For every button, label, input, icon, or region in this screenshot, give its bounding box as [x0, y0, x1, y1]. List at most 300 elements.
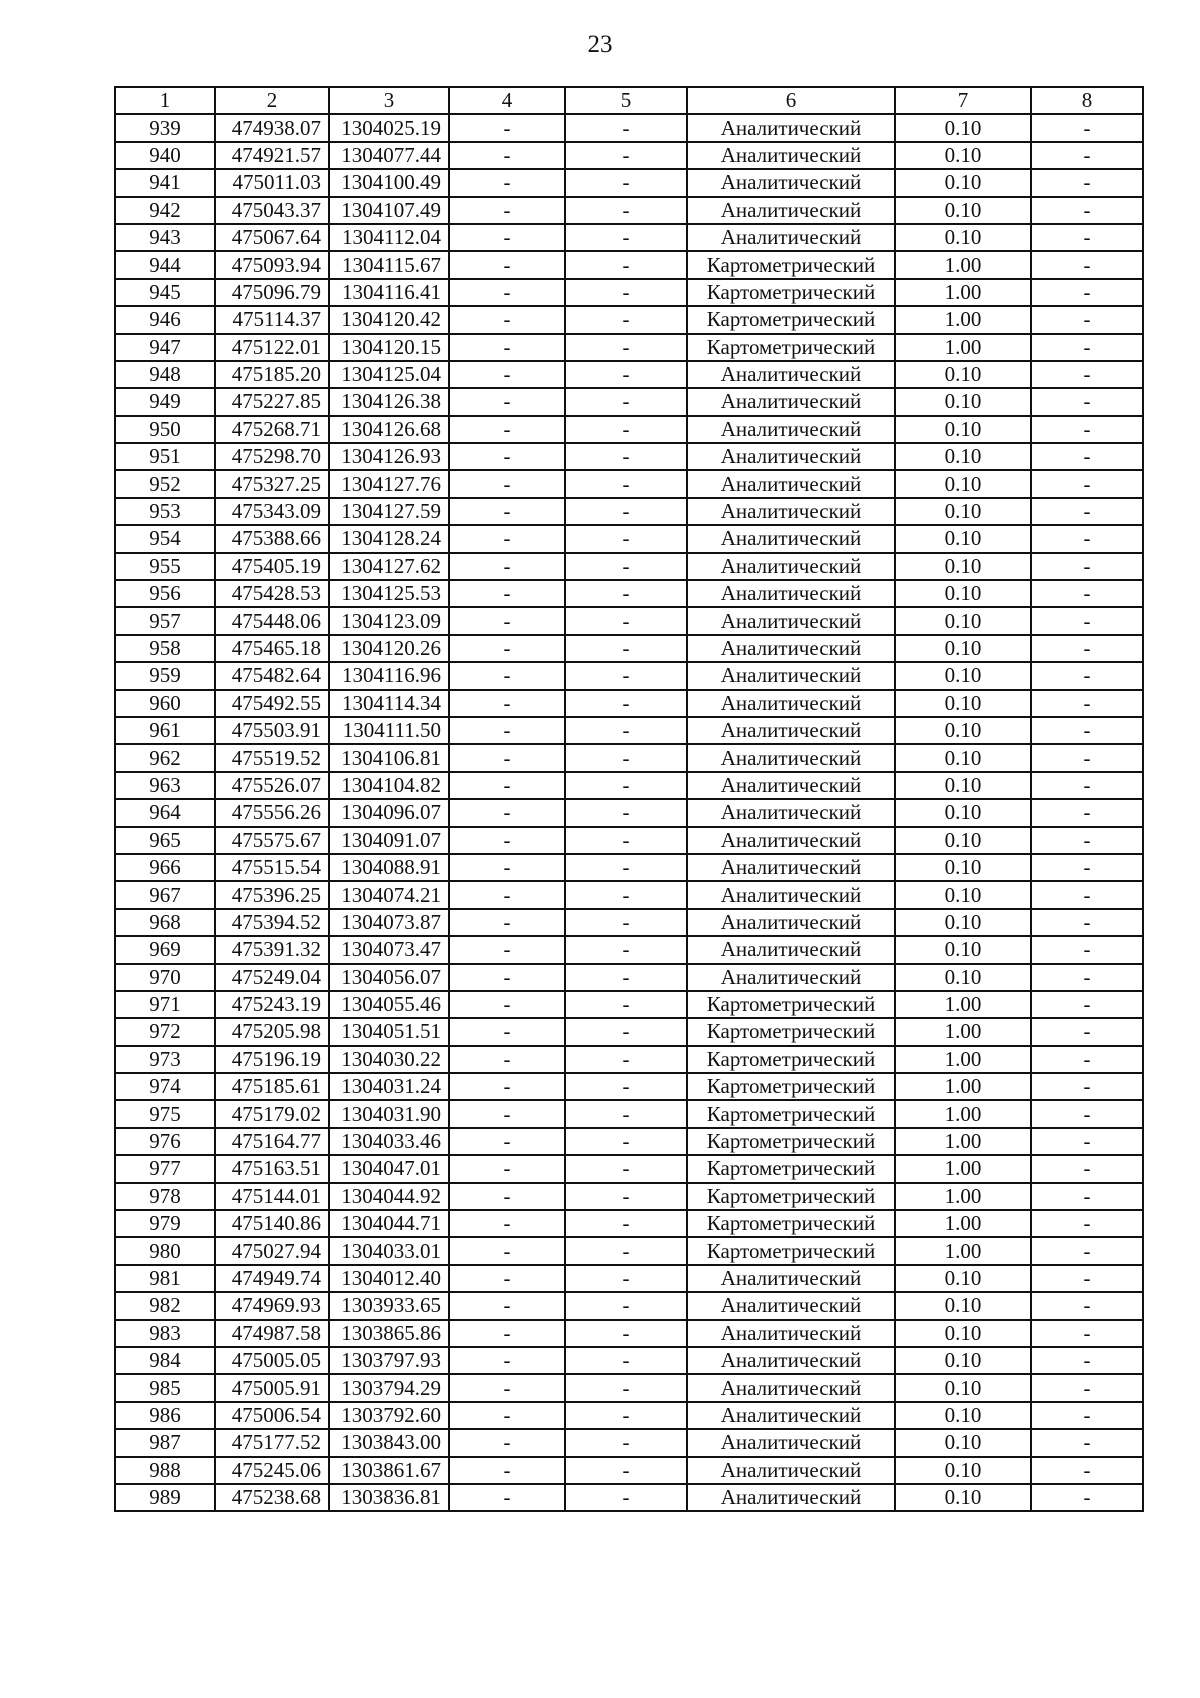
col-4-cell: -	[449, 1237, 565, 1264]
method-cell: Аналитический	[687, 443, 895, 470]
method-cell: Аналитический	[687, 635, 895, 662]
point-number-cell: 957	[115, 607, 215, 634]
point-number-cell: 969	[115, 936, 215, 963]
col-8-cell: -	[1031, 717, 1143, 744]
col-8-cell: -	[1031, 1183, 1143, 1210]
point-number-cell: 970	[115, 964, 215, 991]
coord-y-cell: 1304055.46	[329, 991, 449, 1018]
col-4-cell: -	[449, 416, 565, 443]
coord-x-cell: 475185.61	[215, 1073, 329, 1100]
col-4-cell: -	[449, 498, 565, 525]
table-body	[115, 114, 1143, 1511]
method-cell: Аналитический	[687, 388, 895, 415]
accuracy-cell: 0.10	[895, 744, 1031, 771]
coord-x-cell: 475179.02	[215, 1100, 329, 1127]
accuracy-cell: 1.00	[895, 1128, 1031, 1155]
col-8-cell: -	[1031, 1018, 1143, 1045]
col-4-cell: -	[449, 306, 565, 333]
col-8-cell: -	[1031, 169, 1143, 196]
col-8-cell: -	[1031, 251, 1143, 278]
coord-y-cell: 1304030.22	[329, 1046, 449, 1073]
col-8-cell: -	[1031, 881, 1143, 908]
point-number-cell: 954	[115, 525, 215, 552]
method-cell: Аналитический	[687, 1457, 895, 1484]
col-8-cell: -	[1031, 799, 1143, 826]
col-5-cell: -	[565, 717, 687, 744]
col-8-cell: -	[1031, 964, 1143, 991]
method-cell: Аналитический	[687, 114, 895, 141]
accuracy-cell: 1.00	[895, 991, 1031, 1018]
col-8-cell: -	[1031, 909, 1143, 936]
col-5-cell: -	[565, 306, 687, 333]
col-5-cell: -	[565, 1073, 687, 1100]
col-5-cell: -	[565, 279, 687, 306]
col-8-cell: -	[1031, 1320, 1143, 1347]
col-5-cell: -	[565, 470, 687, 497]
method-cell: Аналитический	[687, 662, 895, 689]
col-5-cell: -	[565, 169, 687, 196]
coord-x-cell: 475177.52	[215, 1429, 329, 1456]
column-header-5: 5	[565, 87, 687, 114]
col-5-cell: -	[565, 936, 687, 963]
col-8-cell: -	[1031, 744, 1143, 771]
col-5-cell: -	[565, 909, 687, 936]
point-number-cell: 956	[115, 580, 215, 607]
point-number-cell: 965	[115, 827, 215, 854]
table-row	[115, 580, 1143, 607]
coord-y-cell: 1304126.93	[329, 443, 449, 470]
col-5-cell: -	[565, 197, 687, 224]
coord-y-cell: 1304104.82	[329, 772, 449, 799]
table-row	[115, 498, 1143, 525]
coord-y-cell: 1303933.65	[329, 1292, 449, 1319]
coord-x-cell: 475096.79	[215, 279, 329, 306]
accuracy-cell: 0.10	[895, 1374, 1031, 1401]
coord-x-cell: 474987.58	[215, 1320, 329, 1347]
coord-x-cell: 475093.94	[215, 251, 329, 278]
coord-y-cell: 1303861.67	[329, 1457, 449, 1484]
col-8-cell: -	[1031, 525, 1143, 552]
col-4-cell: -	[449, 662, 565, 689]
point-number-cell: 974	[115, 1073, 215, 1100]
method-cell: Аналитический	[687, 1484, 895, 1511]
coord-x-cell: 475515.54	[215, 854, 329, 881]
point-number-cell: 943	[115, 224, 215, 251]
coord-y-cell: 1304127.76	[329, 470, 449, 497]
accuracy-cell: 0.10	[895, 772, 1031, 799]
coord-y-cell: 1304120.26	[329, 635, 449, 662]
method-cell: Картометрический	[687, 279, 895, 306]
col-8-cell: -	[1031, 607, 1143, 634]
point-number-cell: 941	[115, 169, 215, 196]
point-number-cell: 975	[115, 1100, 215, 1127]
point-number-cell: 951	[115, 443, 215, 470]
accuracy-cell: 0.10	[895, 1320, 1031, 1347]
point-number-cell: 984	[115, 1347, 215, 1374]
col-5-cell: -	[565, 881, 687, 908]
method-cell: Аналитический	[687, 1265, 895, 1292]
col-8-cell: -	[1031, 1155, 1143, 1182]
point-number-cell: 983	[115, 1320, 215, 1347]
table-row	[115, 909, 1143, 936]
accuracy-cell: 0.10	[895, 1429, 1031, 1456]
accuracy-cell: 1.00	[895, 1046, 1031, 1073]
column-header-4: 4	[449, 87, 565, 114]
method-cell: Аналитический	[687, 690, 895, 717]
accuracy-cell: 0.10	[895, 498, 1031, 525]
table-row	[115, 662, 1143, 689]
table-row	[115, 1457, 1143, 1484]
col-8-cell: -	[1031, 443, 1143, 470]
table-row	[115, 334, 1143, 361]
coord-y-cell: 1303797.93	[329, 1347, 449, 1374]
col-8-cell: -	[1031, 553, 1143, 580]
method-cell: Аналитический	[687, 470, 895, 497]
method-cell: Картометрический	[687, 1018, 895, 1045]
table-row	[115, 553, 1143, 580]
col-4-cell: -	[449, 443, 565, 470]
accuracy-cell: 0.10	[895, 909, 1031, 936]
coord-x-cell: 475164.77	[215, 1128, 329, 1155]
col-4-cell: -	[449, 169, 565, 196]
method-cell: Аналитический	[687, 1402, 895, 1429]
col-5-cell: -	[565, 525, 687, 552]
col-4-cell: -	[449, 717, 565, 744]
col-5-cell: -	[565, 635, 687, 662]
coord-x-cell: 475011.03	[215, 169, 329, 196]
point-number-cell: 987	[115, 1429, 215, 1456]
table-row	[115, 1292, 1143, 1319]
coord-x-cell: 475006.54	[215, 1402, 329, 1429]
coord-y-cell: 1304073.47	[329, 936, 449, 963]
accuracy-cell: 0.10	[895, 525, 1031, 552]
col-5-cell: -	[565, 580, 687, 607]
coord-y-cell: 1303792.60	[329, 1402, 449, 1429]
coord-x-cell: 475114.37	[215, 306, 329, 333]
coord-y-cell: 1304123.09	[329, 607, 449, 634]
coord-y-cell: 1304031.24	[329, 1073, 449, 1100]
col-8-cell: -	[1031, 197, 1143, 224]
method-cell: Картометрический	[687, 1100, 895, 1127]
accuracy-cell: 0.10	[895, 361, 1031, 388]
coord-y-cell: 1304128.24	[329, 525, 449, 552]
method-cell: Картометрический	[687, 1073, 895, 1100]
col-4-cell: -	[449, 1073, 565, 1100]
col-4-cell: -	[449, 1457, 565, 1484]
accuracy-cell: 0.10	[895, 799, 1031, 826]
col-4-cell: -	[449, 142, 565, 169]
col-5-cell: -	[565, 251, 687, 278]
col-5-cell: -	[565, 142, 687, 169]
coord-y-cell: 1304125.53	[329, 580, 449, 607]
point-number-cell: 940	[115, 142, 215, 169]
table-row	[115, 936, 1143, 963]
coord-x-cell: 474938.07	[215, 114, 329, 141]
method-cell: Картометрический	[687, 1237, 895, 1264]
col-5-cell: -	[565, 1265, 687, 1292]
point-number-cell: 952	[115, 470, 215, 497]
method-cell: Аналитический	[687, 1320, 895, 1347]
coord-x-cell: 475465.18	[215, 635, 329, 662]
method-cell: Аналитический	[687, 1292, 895, 1319]
point-number-cell: 988	[115, 1457, 215, 1484]
col-4-cell: -	[449, 909, 565, 936]
coord-x-cell: 475519.52	[215, 744, 329, 771]
col-4-cell: -	[449, 279, 565, 306]
accuracy-cell: 0.10	[895, 1402, 1031, 1429]
table-row	[115, 1046, 1143, 1073]
method-cell: Аналитический	[687, 416, 895, 443]
table-row	[115, 416, 1143, 443]
point-number-cell: 959	[115, 662, 215, 689]
page-number: 23	[587, 31, 613, 58]
coord-x-cell: 475043.37	[215, 197, 329, 224]
col-8-cell: -	[1031, 361, 1143, 388]
coord-y-cell: 1304116.96	[329, 662, 449, 689]
col-4-cell: -	[449, 114, 565, 141]
accuracy-cell: 0.10	[895, 1292, 1031, 1319]
col-4-cell: -	[449, 964, 565, 991]
accuracy-cell: 0.10	[895, 936, 1031, 963]
accuracy-cell: 0.10	[895, 1347, 1031, 1374]
accuracy-cell: 1.00	[895, 1100, 1031, 1127]
point-number-cell: 966	[115, 854, 215, 881]
col-8-cell: -	[1031, 991, 1143, 1018]
method-cell: Аналитический	[687, 142, 895, 169]
col-5-cell: -	[565, 1347, 687, 1374]
coord-y-cell: 1304115.67	[329, 251, 449, 278]
coord-y-cell: 1303794.29	[329, 1374, 449, 1401]
col-5-cell: -	[565, 1046, 687, 1073]
table-row	[115, 1484, 1143, 1511]
accuracy-cell: 1.00	[895, 279, 1031, 306]
point-number-cell: 979	[115, 1210, 215, 1237]
point-number-cell: 972	[115, 1018, 215, 1045]
table-row	[115, 991, 1143, 1018]
point-number-cell: 964	[115, 799, 215, 826]
col-4-cell: -	[449, 470, 565, 497]
point-number-cell: 946	[115, 306, 215, 333]
accuracy-cell: 0.10	[895, 388, 1031, 415]
table-row	[115, 964, 1143, 991]
accuracy-cell: 1.00	[895, 1183, 1031, 1210]
col-8-cell: -	[1031, 1347, 1143, 1374]
method-cell: Аналитический	[687, 936, 895, 963]
table-row	[115, 635, 1143, 662]
coord-y-cell: 1304033.01	[329, 1237, 449, 1264]
col-8-cell: -	[1031, 416, 1143, 443]
table-row	[115, 197, 1143, 224]
col-4-cell: -	[449, 1265, 565, 1292]
method-cell: Аналитический	[687, 361, 895, 388]
column-header-1: 1	[115, 87, 215, 114]
coord-y-cell: 1304073.87	[329, 909, 449, 936]
point-number-cell: 955	[115, 553, 215, 580]
col-4-cell: -	[449, 553, 565, 580]
point-number-cell: 976	[115, 1128, 215, 1155]
col-8-cell: -	[1031, 470, 1143, 497]
accuracy-cell: 0.10	[895, 443, 1031, 470]
coord-x-cell: 475238.68	[215, 1484, 329, 1511]
col-5-cell: -	[565, 744, 687, 771]
col-4-cell: -	[449, 827, 565, 854]
table-row	[115, 717, 1143, 744]
accuracy-cell: 1.00	[895, 334, 1031, 361]
col-8-cell: -	[1031, 690, 1143, 717]
method-cell: Аналитический	[687, 1347, 895, 1374]
col-8-cell: -	[1031, 662, 1143, 689]
method-cell: Картометрический	[687, 251, 895, 278]
col-8-cell: -	[1031, 279, 1143, 306]
method-cell: Аналитический	[687, 772, 895, 799]
point-number-cell: 980	[115, 1237, 215, 1264]
coord-x-cell: 475243.19	[215, 991, 329, 1018]
col-8-cell: -	[1031, 1128, 1143, 1155]
accuracy-cell: 0.10	[895, 169, 1031, 196]
table-row	[115, 1347, 1143, 1374]
table-row	[115, 744, 1143, 771]
accuracy-cell: 1.00	[895, 251, 1031, 278]
accuracy-cell: 0.10	[895, 114, 1031, 141]
accuracy-cell: 0.10	[895, 662, 1031, 689]
col-8-cell: -	[1031, 580, 1143, 607]
coord-x-cell: 475391.32	[215, 936, 329, 963]
col-4-cell: -	[449, 1484, 565, 1511]
accuracy-cell: 1.00	[895, 1073, 1031, 1100]
col-8-cell: -	[1031, 936, 1143, 963]
col-4-cell: -	[449, 936, 565, 963]
col-4-cell: -	[449, 361, 565, 388]
col-5-cell: -	[565, 1374, 687, 1401]
method-cell: Картометрический	[687, 1046, 895, 1073]
accuracy-cell: 0.10	[895, 142, 1031, 169]
point-number-cell: 977	[115, 1155, 215, 1182]
col-8-cell: -	[1031, 334, 1143, 361]
col-8-cell: -	[1031, 388, 1143, 415]
coord-x-cell: 475396.25	[215, 881, 329, 908]
table-row	[115, 772, 1143, 799]
col-4-cell: -	[449, 580, 565, 607]
col-4-cell: -	[449, 881, 565, 908]
col-5-cell: -	[565, 1457, 687, 1484]
point-number-cell: 949	[115, 388, 215, 415]
method-cell: Аналитический	[687, 799, 895, 826]
coord-x-cell: 475343.09	[215, 498, 329, 525]
col-5-cell: -	[565, 690, 687, 717]
point-number-cell: 973	[115, 1046, 215, 1073]
col-4-cell: -	[449, 690, 565, 717]
col-8-cell: -	[1031, 1265, 1143, 1292]
column-header-6: 6	[687, 87, 895, 114]
col-5-cell: -	[565, 607, 687, 634]
point-number-cell: 967	[115, 881, 215, 908]
col-4-cell: -	[449, 224, 565, 251]
table-row	[115, 361, 1143, 388]
coord-y-cell: 1304120.42	[329, 306, 449, 333]
coord-y-cell: 1304088.91	[329, 854, 449, 881]
col-8-cell: -	[1031, 1292, 1143, 1319]
col-4-cell: -	[449, 854, 565, 881]
coord-x-cell: 475405.19	[215, 553, 329, 580]
table-row	[115, 1402, 1143, 1429]
table-row	[115, 1128, 1143, 1155]
accuracy-cell: 0.10	[895, 827, 1031, 854]
method-cell: Картометрический	[687, 306, 895, 333]
point-number-cell: 982	[115, 1292, 215, 1319]
col-8-cell: -	[1031, 635, 1143, 662]
col-8-cell: -	[1031, 306, 1143, 333]
table-row	[115, 854, 1143, 881]
coord-x-cell: 474921.57	[215, 142, 329, 169]
table-row	[115, 1374, 1143, 1401]
col-5-cell: -	[565, 1183, 687, 1210]
coord-x-cell: 475227.85	[215, 388, 329, 415]
col-5-cell: -	[565, 1292, 687, 1319]
coord-y-cell: 1304127.59	[329, 498, 449, 525]
col-8-cell: -	[1031, 114, 1143, 141]
coord-x-cell: 475122.01	[215, 334, 329, 361]
method-cell: Аналитический	[687, 1374, 895, 1401]
col-5-cell: -	[565, 1100, 687, 1127]
coord-x-cell: 475428.53	[215, 580, 329, 607]
table-row	[115, 114, 1143, 141]
method-cell: Аналитический	[687, 197, 895, 224]
method-cell: Картометрический	[687, 1155, 895, 1182]
col-4-cell: -	[449, 251, 565, 278]
header-row	[115, 87, 1143, 114]
method-cell: Аналитический	[687, 909, 895, 936]
accuracy-cell: 0.10	[895, 717, 1031, 744]
col-8-cell: -	[1031, 142, 1143, 169]
col-8-cell: -	[1031, 1429, 1143, 1456]
accuracy-cell: 0.10	[895, 607, 1031, 634]
coord-x-cell: 475327.25	[215, 470, 329, 497]
point-number-cell: 961	[115, 717, 215, 744]
coord-y-cell: 1304044.92	[329, 1183, 449, 1210]
col-4-cell: -	[449, 635, 565, 662]
coord-y-cell: 1304056.07	[329, 964, 449, 991]
col-8-cell: -	[1031, 1457, 1143, 1484]
method-cell: Аналитический	[687, 553, 895, 580]
coord-x-cell: 475140.86	[215, 1210, 329, 1237]
col-4-cell: -	[449, 1128, 565, 1155]
col-4-cell: -	[449, 1347, 565, 1374]
table-row	[115, 881, 1143, 908]
coord-y-cell: 1304100.49	[329, 169, 449, 196]
coord-x-cell: 474949.74	[215, 1265, 329, 1292]
table-row	[115, 1210, 1143, 1237]
table-row	[115, 306, 1143, 333]
coord-y-cell: 1304114.34	[329, 690, 449, 717]
col-4-cell: -	[449, 1155, 565, 1182]
coord-x-cell: 475448.06	[215, 607, 329, 634]
table-row	[115, 1237, 1143, 1264]
point-number-cell: 978	[115, 1183, 215, 1210]
table-row	[115, 470, 1143, 497]
coord-y-cell: 1304107.49	[329, 197, 449, 224]
point-number-cell: 989	[115, 1484, 215, 1511]
col-8-cell: -	[1031, 854, 1143, 881]
coord-y-cell: 1304112.04	[329, 224, 449, 251]
table-row	[115, 1429, 1143, 1456]
col-5-cell: -	[565, 1155, 687, 1182]
point-number-cell: 947	[115, 334, 215, 361]
coord-y-cell: 1304096.07	[329, 799, 449, 826]
col-4-cell: -	[449, 1046, 565, 1073]
coord-x-cell: 474969.93	[215, 1292, 329, 1319]
col-4-cell: -	[449, 197, 565, 224]
table-row	[115, 1100, 1143, 1127]
